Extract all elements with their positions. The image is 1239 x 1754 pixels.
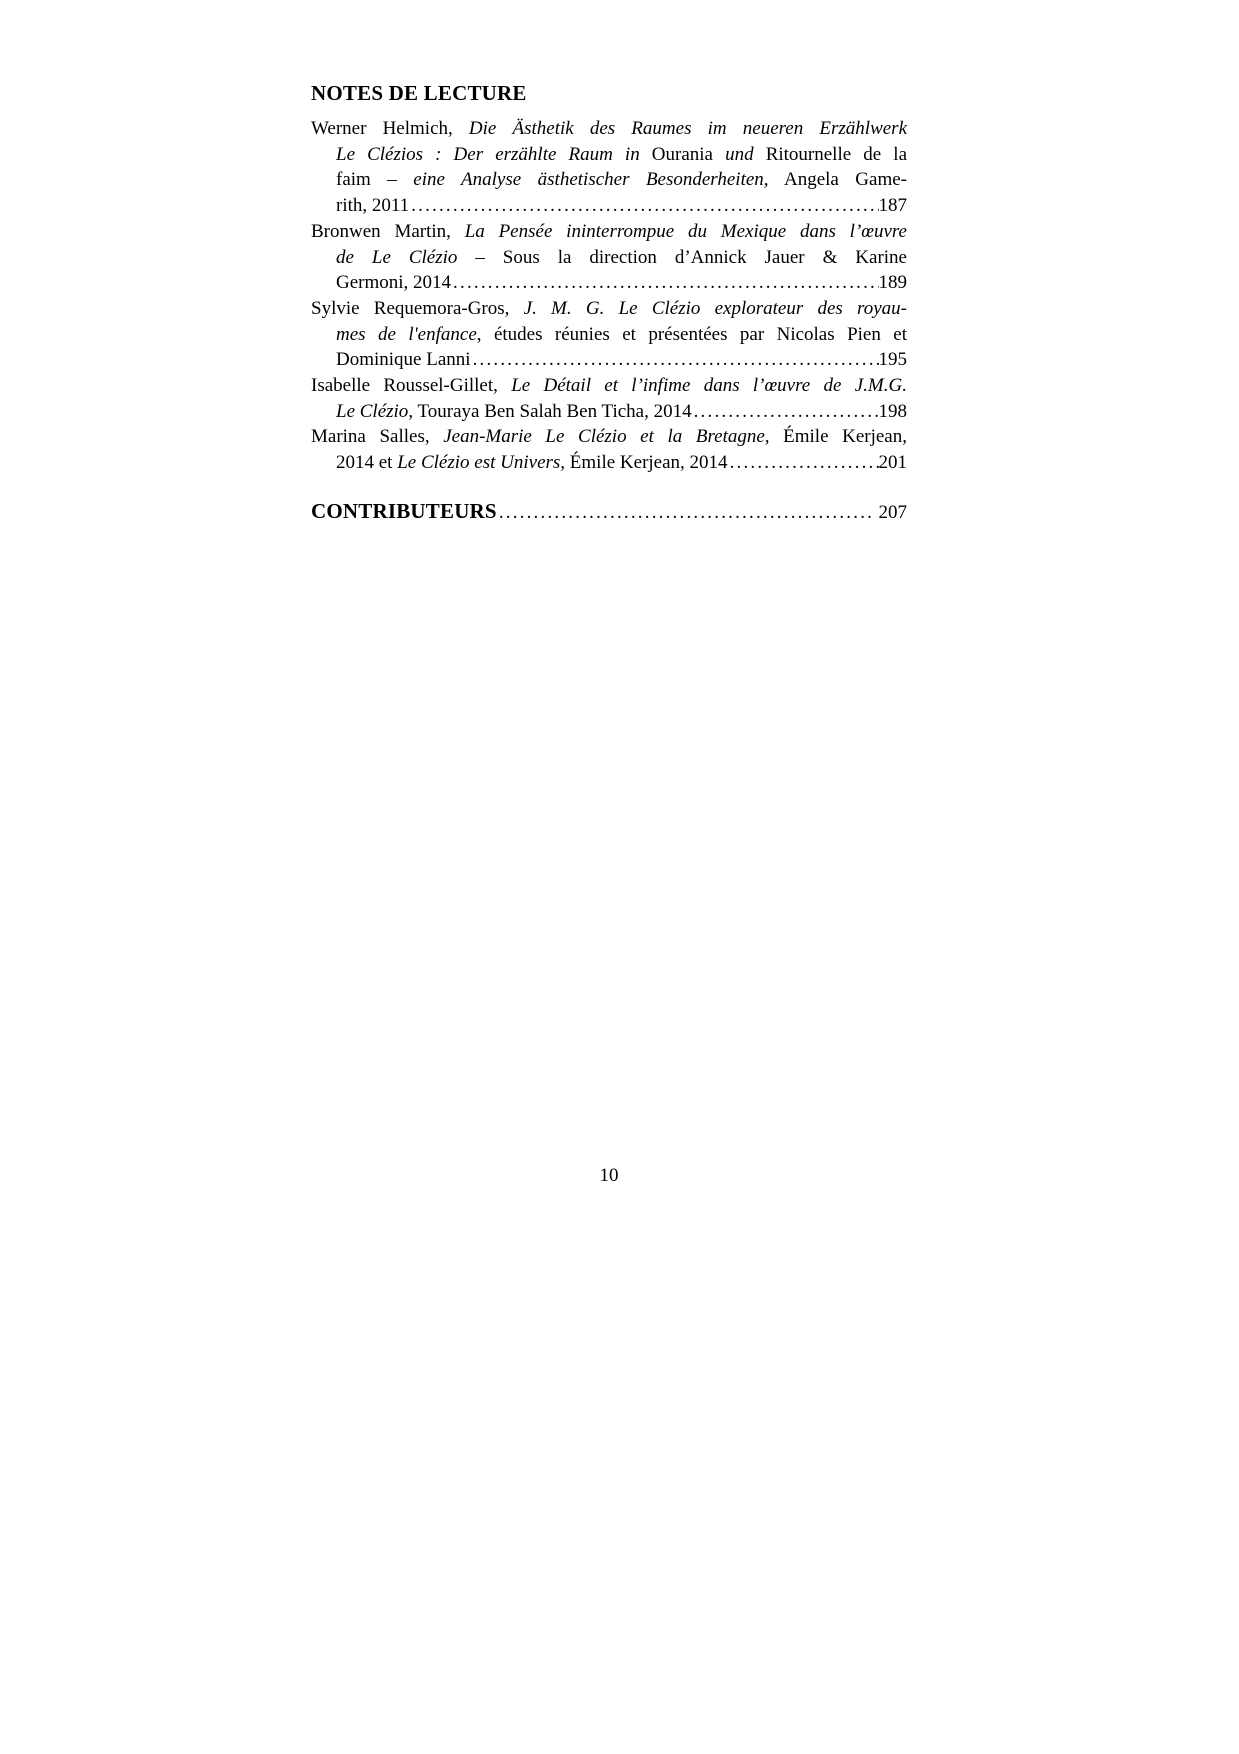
title-text: eine Analyse ästhetischer Besonderheiten, — [413, 169, 769, 191]
toc-line-leader — [311, 399, 907, 425]
plain-text: Émile Kerjean, 2014 — [565, 452, 728, 474]
toc-line — [311, 167, 907, 193]
plain-text: faim – — [336, 169, 414, 191]
plain-text: Angela Game- — [768, 169, 908, 191]
toc-entry — [311, 424, 907, 475]
title-text: La Pensée ininterrompue du Mexique dans l’œuvre — [464, 220, 907, 242]
toc-line-text — [336, 193, 409, 219]
toc-line-leader — [311, 450, 907, 476]
toc-page-number: 189 — [878, 272, 907, 294]
toc-line-text — [336, 399, 692, 425]
toc-line — [311, 116, 907, 142]
title-text: Le Détail et l’infime dans l’œuvre de J.M.G. — [511, 375, 907, 397]
toc-line — [311, 219, 907, 245]
toc-content — [311, 80, 907, 524]
dot-leader — [730, 450, 879, 476]
plain-text: rith, 2011 — [336, 195, 410, 217]
plain-text: Marina Salles, — [311, 426, 444, 448]
toc-line — [311, 296, 907, 322]
plain-text: 2014 et — [336, 452, 398, 474]
toc-line — [311, 322, 907, 348]
contributors-page-number: 207 — [878, 501, 907, 523]
plain-text: , études réunies et présentées par Nicolas Pien et — [476, 323, 907, 345]
toc-line-leader — [311, 193, 907, 219]
title-text: Le Clézio — [336, 400, 409, 422]
toc-line-text — [336, 270, 451, 296]
plain-text: Isabelle Roussel-Gillet, — [311, 375, 512, 397]
toc-page-number: 187 — [878, 195, 907, 217]
toc-entry — [311, 219, 907, 296]
toc-line-leader — [311, 347, 907, 373]
plain-text: Ritournelle de la — [765, 143, 907, 165]
section-heading: NOTES DE LECTURE — [311, 81, 527, 105]
toc-line — [311, 245, 907, 271]
dot-leader — [499, 502, 873, 524]
toc-line — [311, 142, 907, 168]
toc-entry — [311, 373, 907, 424]
toc-page-number: 198 — [878, 400, 907, 422]
contributors-row — [311, 499, 907, 524]
dot-leader — [694, 399, 879, 425]
title-text: Die Ästhetik des Raumes im neueren Erzählwerk — [468, 118, 907, 139]
folio-page-number: 10 — [599, 1165, 619, 1186]
toc-line-leader — [311, 270, 907, 296]
dot-leader — [453, 270, 878, 296]
plain-text: Werner Helmich, — [311, 118, 469, 139]
dot-leader — [411, 193, 878, 219]
plain-text: – Sous la direction d’Annick Jauer & Karine — [457, 246, 907, 268]
toc-entry — [311, 116, 907, 219]
plain-text: , Touraya Ben Salah Ben Ticha, 2014 — [408, 400, 692, 422]
title-text: de Le Clézio — [336, 246, 458, 268]
plain-text: Germoni, 2014 — [336, 272, 452, 294]
title-text: Le Clézio est Univers, — [397, 452, 566, 474]
toc-entry — [311, 296, 907, 373]
toc-entries — [311, 116, 907, 476]
title-text: J. M. G. Le Clézio explorateur des royau- — [523, 297, 908, 319]
toc-page-number: 201 — [878, 452, 907, 474]
toc-line-text — [336, 450, 728, 476]
plain-text: Ourania — [651, 143, 726, 165]
plain-text: Émile Kerjean, — [769, 426, 907, 448]
plain-text: Dominique Lanni — [336, 349, 471, 371]
title-text: und — [725, 143, 766, 165]
title-text: mes de l'enfance — [336, 323, 477, 345]
toc-line — [311, 424, 907, 450]
dot-leader — [473, 347, 879, 373]
plain-text: Sylvie Requemora-Gros, — [311, 297, 524, 319]
title-text: Le Clézios : Der erzählte Raum in — [336, 143, 652, 165]
toc-line — [311, 373, 907, 399]
contributors-label: CONTRIBUTEURS — [311, 498, 497, 523]
plain-text: Bronwen Martin, — [311, 220, 465, 242]
title-text: Jean-Marie Le Clézio et la Bretagne, — [443, 426, 770, 448]
toc-line-text — [336, 347, 471, 373]
toc-page-number: 195 — [878, 349, 907, 371]
